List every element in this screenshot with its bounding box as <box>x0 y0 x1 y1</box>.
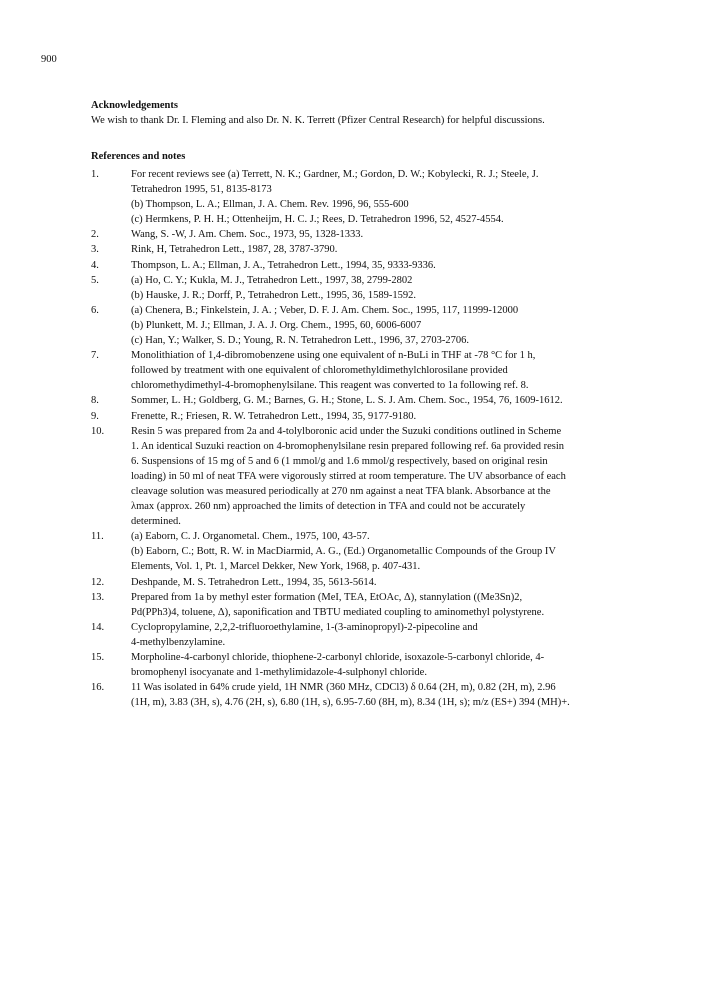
reference-number: 2. <box>91 229 99 241</box>
reference-number: 11. <box>91 531 104 543</box>
reference-number: 13. <box>91 591 105 603</box>
reference-text <box>131 242 691 257</box>
reference-text <box>131 167 691 227</box>
reference-line: Deshpande, M. S. Tetrahedron Lett., 1994, 35, 5613-5614. <box>131 576 377 588</box>
acknowledgements-text: We wish to thank Dr. I. Fleming and also Dr. N. K. Terrett (Pfizer Central Research) for helpful discussions. <box>91 115 545 126</box>
reference-line: (b) Hauske, J. R.; Dorff, P., Tetrahedron Lett., 1995, 36, 1589-1592. <box>131 289 416 301</box>
reference-item <box>91 529 691 574</box>
reference-line: (b) Plunkett, M. J.; Ellman, J. A. J. Org. Chem., 1995, 60, 6006-6007 <box>131 319 422 331</box>
reference-text <box>131 650 691 680</box>
reference-item <box>91 620 691 650</box>
acknowledgements-heading: Acknowledgements <box>91 100 178 111</box>
reference-number: 3. <box>91 244 99 256</box>
reference-line: (1H, m), 3.83 (3H, s), 4.76 (2H, s), 6.80 (1H, s), 6.95-7.60 (8H, m), 8.34 (1H, s); m/z (ES+) 394 (MH)+. <box>131 697 570 709</box>
reference-line: 6. Suspensions of 15 mg of 5 and 6 (1 mmol/g and 1.6 mmol/g respectively, based on original resin <box>131 455 548 467</box>
reference-line: loading) in 50 ml of neat TFA were vigorously stirred at room temperature. The UV absorbance of each <box>131 470 566 482</box>
reference-line: Resin 5 was prepared from 2a and 4-tolylboronic acid under the Suzuki conditions outlined in Scheme <box>131 425 562 437</box>
reference-item <box>91 575 691 590</box>
reference-line: λmax (approx. 260 nm) approached the limits of detection in TFA and could not be accurately <box>131 501 526 513</box>
reference-line: For recent reviews see (a) Terrett, N. K.; Gardner, M.; Gordon, D. W.; Kobylecki, R. J.; Steele, J. <box>131 169 539 180</box>
reference-line: chloromethydimethyl-4-bromophenylsilane. This reagent was converted to 1a following ref. 8. <box>131 380 529 392</box>
reference-number: 9. <box>91 410 99 422</box>
reference-line: Wang, S. -W, J. Am. Chem. Soc., 1973, 95, 1328-1333. <box>131 229 364 241</box>
page-number: 900 <box>41 54 57 65</box>
reference-line: Cyclopropylamine, 2,2,2-trifluoroethylamine, 1-(3-aminopropyl)-2-pipecoline and <box>131 621 478 633</box>
reference-number: 10. <box>91 425 105 437</box>
reference-text <box>131 575 691 590</box>
reference-line: (a) Chenera, B.; Finkelstein, J. A. ; Veber, D. F. J. Am. Chem. Soc., 1995, 117, 11999-12000 <box>131 304 519 316</box>
reference-number: 8. <box>91 395 99 407</box>
references-list <box>91 167 691 710</box>
reference-item <box>91 242 691 257</box>
reference-line: (b) Thompson, L. A.; Ellman, J. A. Chem. Rev. 1996, 96, 555-600 <box>131 199 409 211</box>
reference-text <box>131 303 691 348</box>
reference-number: 14. <box>91 621 105 633</box>
reference-line: (a) Eaborn, C. J. Organometal. Chem., 1975, 100, 43-57. <box>131 531 370 543</box>
reference-number: 4. <box>91 259 99 271</box>
reference-item <box>91 258 691 273</box>
reference-text <box>131 620 691 650</box>
reference-item <box>91 393 691 408</box>
reference-line: Prepared from 1a by methyl ester formation (MeI, TEA, EtOAc, Δ), stannylation ((Me3Sn)2, <box>131 591 523 603</box>
reference-line: 4-methylbenzylamine. <box>131 636 226 648</box>
reference-number: 1. <box>91 169 99 180</box>
reference-item <box>91 167 691 227</box>
reference-line: Sommer, L. H.; Goldberg, G. M.; Barnes, G. H.; Stone, L. S. J. Am. Chem. Soc., 1954, 76, 1609-1612. <box>131 395 563 407</box>
reference-line: Pd(PPh3)4, toluene, Δ), saponification and TBTU mediated coupling to aminomethyl polystyrene. <box>131 606 545 618</box>
reference-text <box>131 409 691 424</box>
reference-text <box>131 590 691 620</box>
reference-text <box>131 258 691 273</box>
reference-item <box>91 409 691 424</box>
reference-line: (b) Eaborn, C.; Bott, R. W. in MacDiarmid, A. G., (Ed.) Organometallic Compounds of the Group IV <box>131 546 556 558</box>
reference-text <box>131 273 691 303</box>
references-heading: References and notes <box>91 151 186 162</box>
reference-item <box>91 227 691 242</box>
reference-line: Monolithiation of 1,4-dibromobenzene using one equivalent of n-BuLi in THF at -78 °C for 1 h, <box>131 350 536 362</box>
reference-text <box>131 348 691 393</box>
reference-text <box>131 227 691 242</box>
reference-item <box>91 650 691 680</box>
reference-line: Rink, H, Tetrahedron Lett., 1987, 28, 3787-3790. <box>131 244 338 256</box>
reference-number: 16. <box>91 682 105 694</box>
reference-number: 7. <box>91 350 99 362</box>
reference-number: 6. <box>91 304 99 316</box>
reference-text <box>131 424 691 530</box>
reference-item <box>91 348 691 393</box>
reference-item <box>91 424 691 530</box>
reference-line: (a) Ho, C. Y.; Kukla, M. J., Tetrahedron Lett., 1997, 38, 2799-2802 <box>131 274 413 286</box>
reference-line: Elements, Vol. 1, Pt. 1, Marcel Dekker, New York, 1968, p. 407-431. <box>131 561 421 573</box>
reference-line: determined. <box>131 516 181 528</box>
reference-line: (c) Han, Y.; Walker, S. D.; Young, R. N. Tetrahedron Lett., 1996, 37, 2703-2706. <box>131 335 469 347</box>
reference-text <box>131 529 691 574</box>
reference-line: Tetrahedron 1995, 51, 8135-8173 <box>131 184 272 196</box>
reference-line: bromophenyl isocyanate and 1-methylimidazole-4-sulphonyl chloride. <box>131 667 427 679</box>
reference-number: 5. <box>91 274 99 286</box>
reference-line: (c) Hermkens, P. H. H.; Ottenheijm, H. C. J.; Rees, D. Tetrahedron 1996, 52, 4527-4554. <box>131 214 504 226</box>
reference-item <box>91 680 691 710</box>
reference-text <box>131 393 691 408</box>
reference-line: followed by treatment with one equivalent of chloromethyldimethylchlorosilane provided <box>131 365 508 377</box>
reference-line: 1. An identical Suzuki reaction on 4-bromophenylsilane resin prepared following ref. 6a provided resin <box>131 440 565 452</box>
reference-number: 12. <box>91 576 105 588</box>
reference-line: cleavage solution was measured periodically at 270 nm against a neat TFA blank. Absorbance at the <box>131 485 551 497</box>
reference-item <box>91 590 691 620</box>
reference-line: Frenette, R.; Friesen, R. W. Tetrahedron Lett., 1994, 35, 9177-9180. <box>131 410 417 422</box>
reference-item <box>91 273 691 303</box>
reference-line: 11 Was isolated in 64% crude yield, 1H NMR (360 MHz, CDCl3) δ 0.64 (2H, m), 0.82 (2H, m), 2.96 <box>131 682 556 694</box>
reference-line: Thompson, L. A.; Ellman, J. A., Tetrahedron Lett., 1994, 35, 9333-9336. <box>131 259 436 271</box>
reference-number: 15. <box>91 652 105 663</box>
reference-item <box>91 303 691 348</box>
reference-text <box>131 680 691 710</box>
reference-line: Morpholine-4-carbonyl chloride, thiophene-2-carbonyl chloride, isoxazole-5-carbonyl chloride, 4- <box>131 652 545 663</box>
